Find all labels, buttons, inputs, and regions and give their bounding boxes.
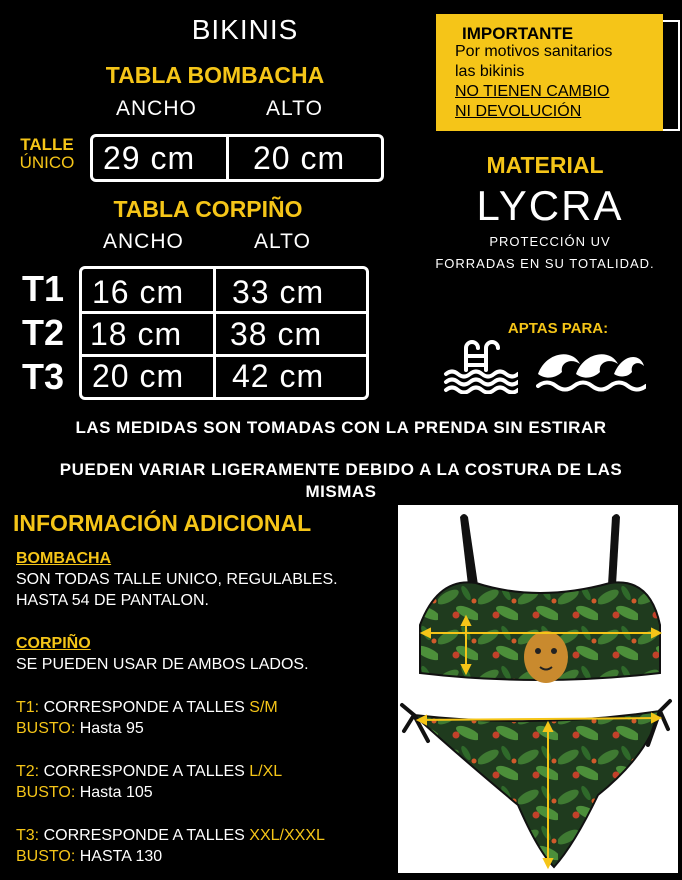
info-corpino-line1: SE PUEDEN USAR DE AMBOS LADOS. bbox=[16, 656, 309, 673]
busto-t2-value: Hasta 105 bbox=[75, 784, 153, 801]
t1-ancho: 16 cm bbox=[92, 274, 185, 310]
size-t3-talles: XXL/XXXL bbox=[249, 827, 325, 844]
corpino-col-ancho: ANCHO bbox=[103, 230, 184, 253]
bikini-illustration bbox=[398, 505, 678, 873]
notice-line2: las bikinis bbox=[455, 63, 525, 80]
note-line2a: PUEDEN VARIAR LIGERAMENTE DEBIDO A LA COSTURA DE LAS bbox=[59, 460, 623, 479]
corpino-table bbox=[79, 266, 369, 400]
t3-ancho: 20 cm bbox=[92, 358, 185, 394]
bombacha-col-ancho: ANCHO bbox=[116, 97, 197, 120]
talle-label-line2: ÚNICO bbox=[19, 153, 75, 172]
t2-label: T2 bbox=[22, 312, 65, 353]
size-t3-desc: CORRESPONDE A TALLES bbox=[39, 827, 250, 844]
t2-ancho: 18 cm bbox=[90, 316, 183, 352]
info-corpino-title: CORPIÑO bbox=[16, 635, 91, 652]
size-t2-desc: CORRESPONDE A TALLES bbox=[39, 763, 250, 780]
info-bombacha-title: BOMBACHA bbox=[16, 550, 112, 567]
notice-line1: Por motivos sanitarios bbox=[455, 43, 613, 60]
aptas-para: APTAS PARA: bbox=[507, 320, 609, 337]
size-t2-busto bbox=[16, 782, 396, 803]
t3-alto: 42 cm bbox=[232, 358, 325, 394]
size-t1-talles: S/M bbox=[249, 699, 278, 716]
material-name: LYCRA bbox=[476, 182, 624, 229]
size-t3-line bbox=[16, 825, 396, 846]
busto-t2-label: BUSTO: bbox=[16, 784, 76, 801]
size-t2-talles: L/XL bbox=[249, 763, 283, 780]
corpino-divider-v bbox=[213, 269, 216, 397]
bombacha-ancho-value: 29 cm bbox=[103, 140, 196, 176]
material-line2: FORRADAS EN SU TOTALIDAD. bbox=[435, 256, 655, 271]
corpino-col-alto: ALTO bbox=[254, 230, 311, 253]
material-line1: PROTECCIÓN UV bbox=[489, 234, 611, 249]
size-t2-line bbox=[16, 761, 396, 782]
waves-icon bbox=[536, 344, 646, 392]
busto-t1-label: BUSTO: bbox=[16, 720, 76, 737]
size-t3-busto bbox=[16, 846, 396, 867]
note-line1: LAS MEDIDAS SON TOMADAS CON LA PRENDA SIN ESTIRAR bbox=[75, 418, 607, 437]
size-t2-label: T2: bbox=[16, 763, 40, 780]
corpino-heading: TABLA CORPIÑO bbox=[113, 196, 303, 222]
busto-t1-value: Hasta 95 bbox=[75, 720, 144, 737]
product-image bbox=[398, 505, 678, 873]
t1-label: T1 bbox=[22, 268, 65, 309]
notice-line4: NI DEVOLUCIÓN bbox=[455, 103, 582, 120]
talle-label bbox=[14, 136, 80, 172]
notice-box bbox=[436, 14, 663, 131]
size-t1-label: T1: bbox=[16, 699, 40, 716]
pool-icon bbox=[442, 338, 518, 394]
info-heading: INFORMACIÓN ADICIONAL bbox=[13, 510, 312, 536]
corpino-divider-h2 bbox=[82, 354, 366, 357]
notice-line3: NO TIENEN CAMBIO bbox=[455, 83, 610, 100]
t3-label: T3 bbox=[22, 356, 65, 397]
busto-t3-value: HASTA 130 bbox=[75, 848, 163, 865]
busto-t3-label: BUSTO: bbox=[16, 848, 76, 865]
bombacha-alto-value: 20 cm bbox=[253, 140, 346, 176]
bombacha-table bbox=[90, 134, 384, 182]
size-t1-busto bbox=[16, 718, 396, 739]
t2-alto: 38 cm bbox=[230, 316, 323, 352]
notice-title: IMPORTANTE bbox=[462, 24, 574, 43]
bombacha-divider bbox=[226, 137, 229, 179]
bombacha-heading: TABLA BOMBACHA bbox=[105, 62, 325, 88]
size-t1-line bbox=[16, 697, 396, 718]
corpino-divider-h1 bbox=[82, 311, 366, 314]
size-t1-desc: CORRESPONDE A TALLES bbox=[39, 699, 250, 716]
info-bombacha-line1: SON TODAS TALLE UNICO, REGULABLES. bbox=[16, 571, 338, 588]
info-block bbox=[16, 548, 396, 867]
t1-alto: 33 cm bbox=[232, 274, 325, 310]
size-t3-label: T3: bbox=[16, 827, 40, 844]
material-heading: MATERIAL bbox=[486, 152, 604, 178]
info-bombacha-line2: HASTA 54 DE PANTALON. bbox=[16, 592, 209, 609]
note-line2b: MISMAS bbox=[305, 482, 377, 501]
page-title: BIKINIS bbox=[191, 14, 299, 45]
bombacha-col-alto: ALTO bbox=[266, 97, 323, 120]
talle-label-line1: TALLE bbox=[20, 135, 74, 154]
